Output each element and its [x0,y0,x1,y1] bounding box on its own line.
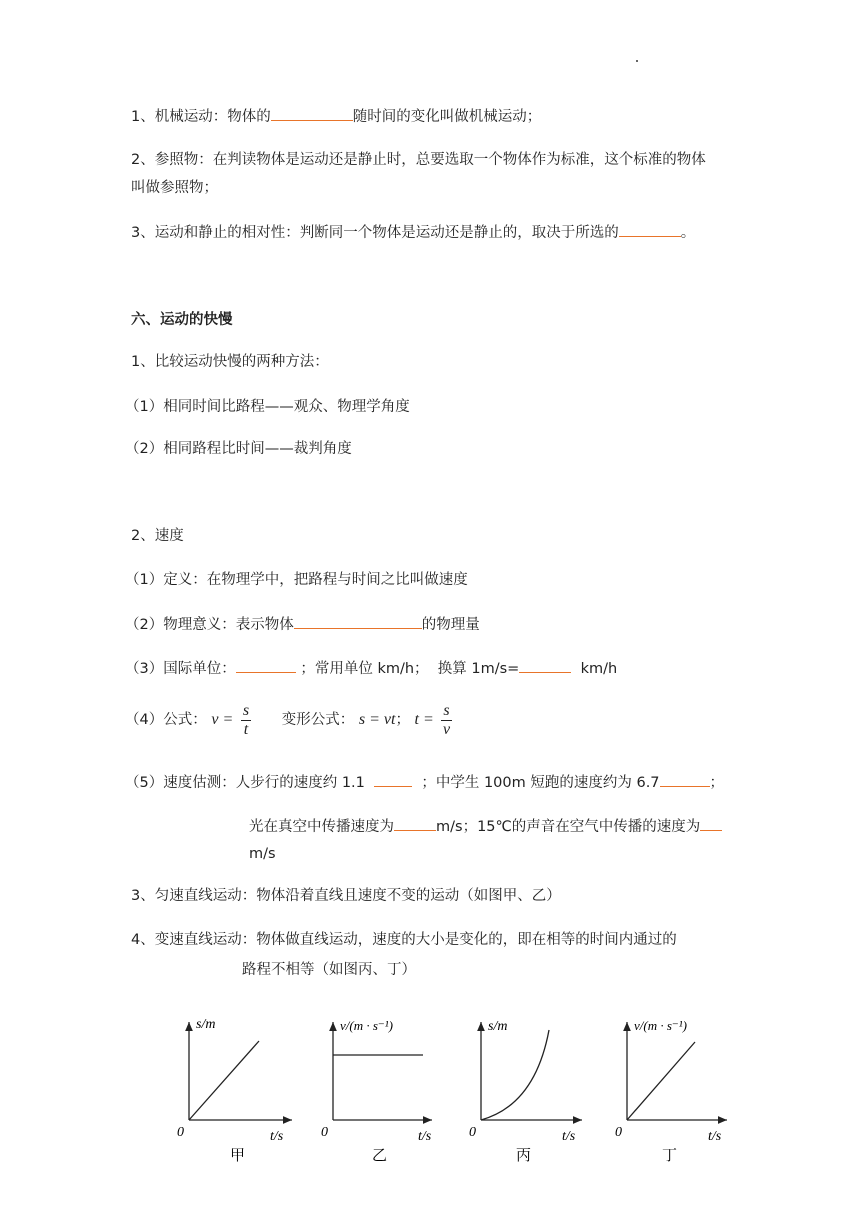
origin-label: 0 [469,1125,476,1140]
graph-bing [469,1019,582,1164]
y-axis-label: s/m [488,1019,508,1034]
answer-blank[interactable] [294,614,422,629]
speed-meaning-line: （2）物理意义：表示物体 的物理量 [125,614,480,635]
origin-label: 0 [177,1125,184,1140]
variable-motion-line-2: 路程不相等（如图丙、丁） [242,962,416,978]
graph-caption: 丙 [516,1148,532,1164]
fraction-s-over-v: $\frac{s}{v}$ [442,701,451,738]
answer-blank[interactable] [271,106,353,121]
fraction-s-over-t: $\frac{s}{t}$ [242,701,250,738]
graph-line [189,1041,259,1120]
x-axis-label: t/s [562,1129,576,1144]
origin-label: 0 [321,1125,328,1140]
answer-blank[interactable] [619,222,681,237]
graph-caption: 丁 [662,1148,678,1164]
graph-yi [321,1018,432,1164]
answer-blank[interactable] [394,816,436,831]
uniform-motion-line: 3、匀速直线运动：物体沿着直线且速度不变的运动（如图甲、乙） [131,888,561,904]
motion-graphs [0,1000,860,1220]
graph-line [627,1042,695,1120]
relativity-line: 3、运动和静止的相对性：判断同一个物体是运动还是静止的，取决于所选的 。 [131,222,695,243]
page-mark [636,60,638,62]
graph-curve [481,1030,549,1120]
speed-definition: （1）定义：在物理学中，把路程与时间之比叫做速度 [125,572,468,588]
answer-blank[interactable] [374,772,412,787]
graph-caption: 乙 [372,1148,388,1164]
compare-method-1: （1）相同时间比路程——观众、物理学角度 [125,399,410,415]
reference-object-line: 2、参照物：在判读物体是运动还是静止时，总要选取一个物体作为标准，这个标准的物体 [131,152,706,168]
light-speed-unit: m/s [249,846,276,862]
answer-blank[interactable] [236,658,296,673]
compare-method-2: （2）相同路程比时间——裁判角度 [125,441,352,457]
mechanical-motion-line: 1、机械运动：物体的 随时间的变化叫做机械运动； [131,106,541,127]
speed-unit-line: （3）国际单位： ；常用单位 km/h； 换算 1m/s= km/h [125,658,617,679]
reference-object-line-2: 叫做参照物； [131,180,218,196]
answer-blank[interactable] [660,772,710,787]
compare-title: 1、比较运动快慢的两种方法： [131,354,329,370]
light-speed-line: 光在真空中传播速度为 m/s；15℃的声音在空气中传播的速度为 [249,816,722,837]
answer-blank[interactable] [700,816,722,831]
y-axis-label: v/(m · s⁻¹) [634,1018,687,1033]
variable-motion-line: 4、变速直线运动：物体做直线运动，速度的大小是变化的，即在相等的时间内通过的 [131,932,677,948]
speed-formula-line: （4）公式： v = $\frac{s}{t}$ 变形公式： s = vt； t = $\frac{s}{v}$ [125,701,451,738]
answer-blank[interactable] [519,658,571,673]
graph-jia [177,1017,292,1164]
graph-caption: 甲 [230,1148,246,1164]
origin-label: 0 [615,1125,622,1140]
speed-title: 2、速度 [131,528,184,544]
speed-estimate-line: （5）速度估测：人步行的速度约 1.1 ；中学生 100m 短跑的速度约为 6.7 ； [125,772,724,793]
x-axis-label: t/s [418,1129,432,1144]
x-axis-label: t/s [270,1129,284,1144]
y-axis-label: s/m [196,1017,216,1032]
y-axis-label: v/(m · s⁻¹) [340,1018,393,1033]
section-title: 六、运动的快慢 [131,312,233,328]
graph-ding [615,1018,727,1164]
x-axis-label: t/s [708,1129,722,1144]
